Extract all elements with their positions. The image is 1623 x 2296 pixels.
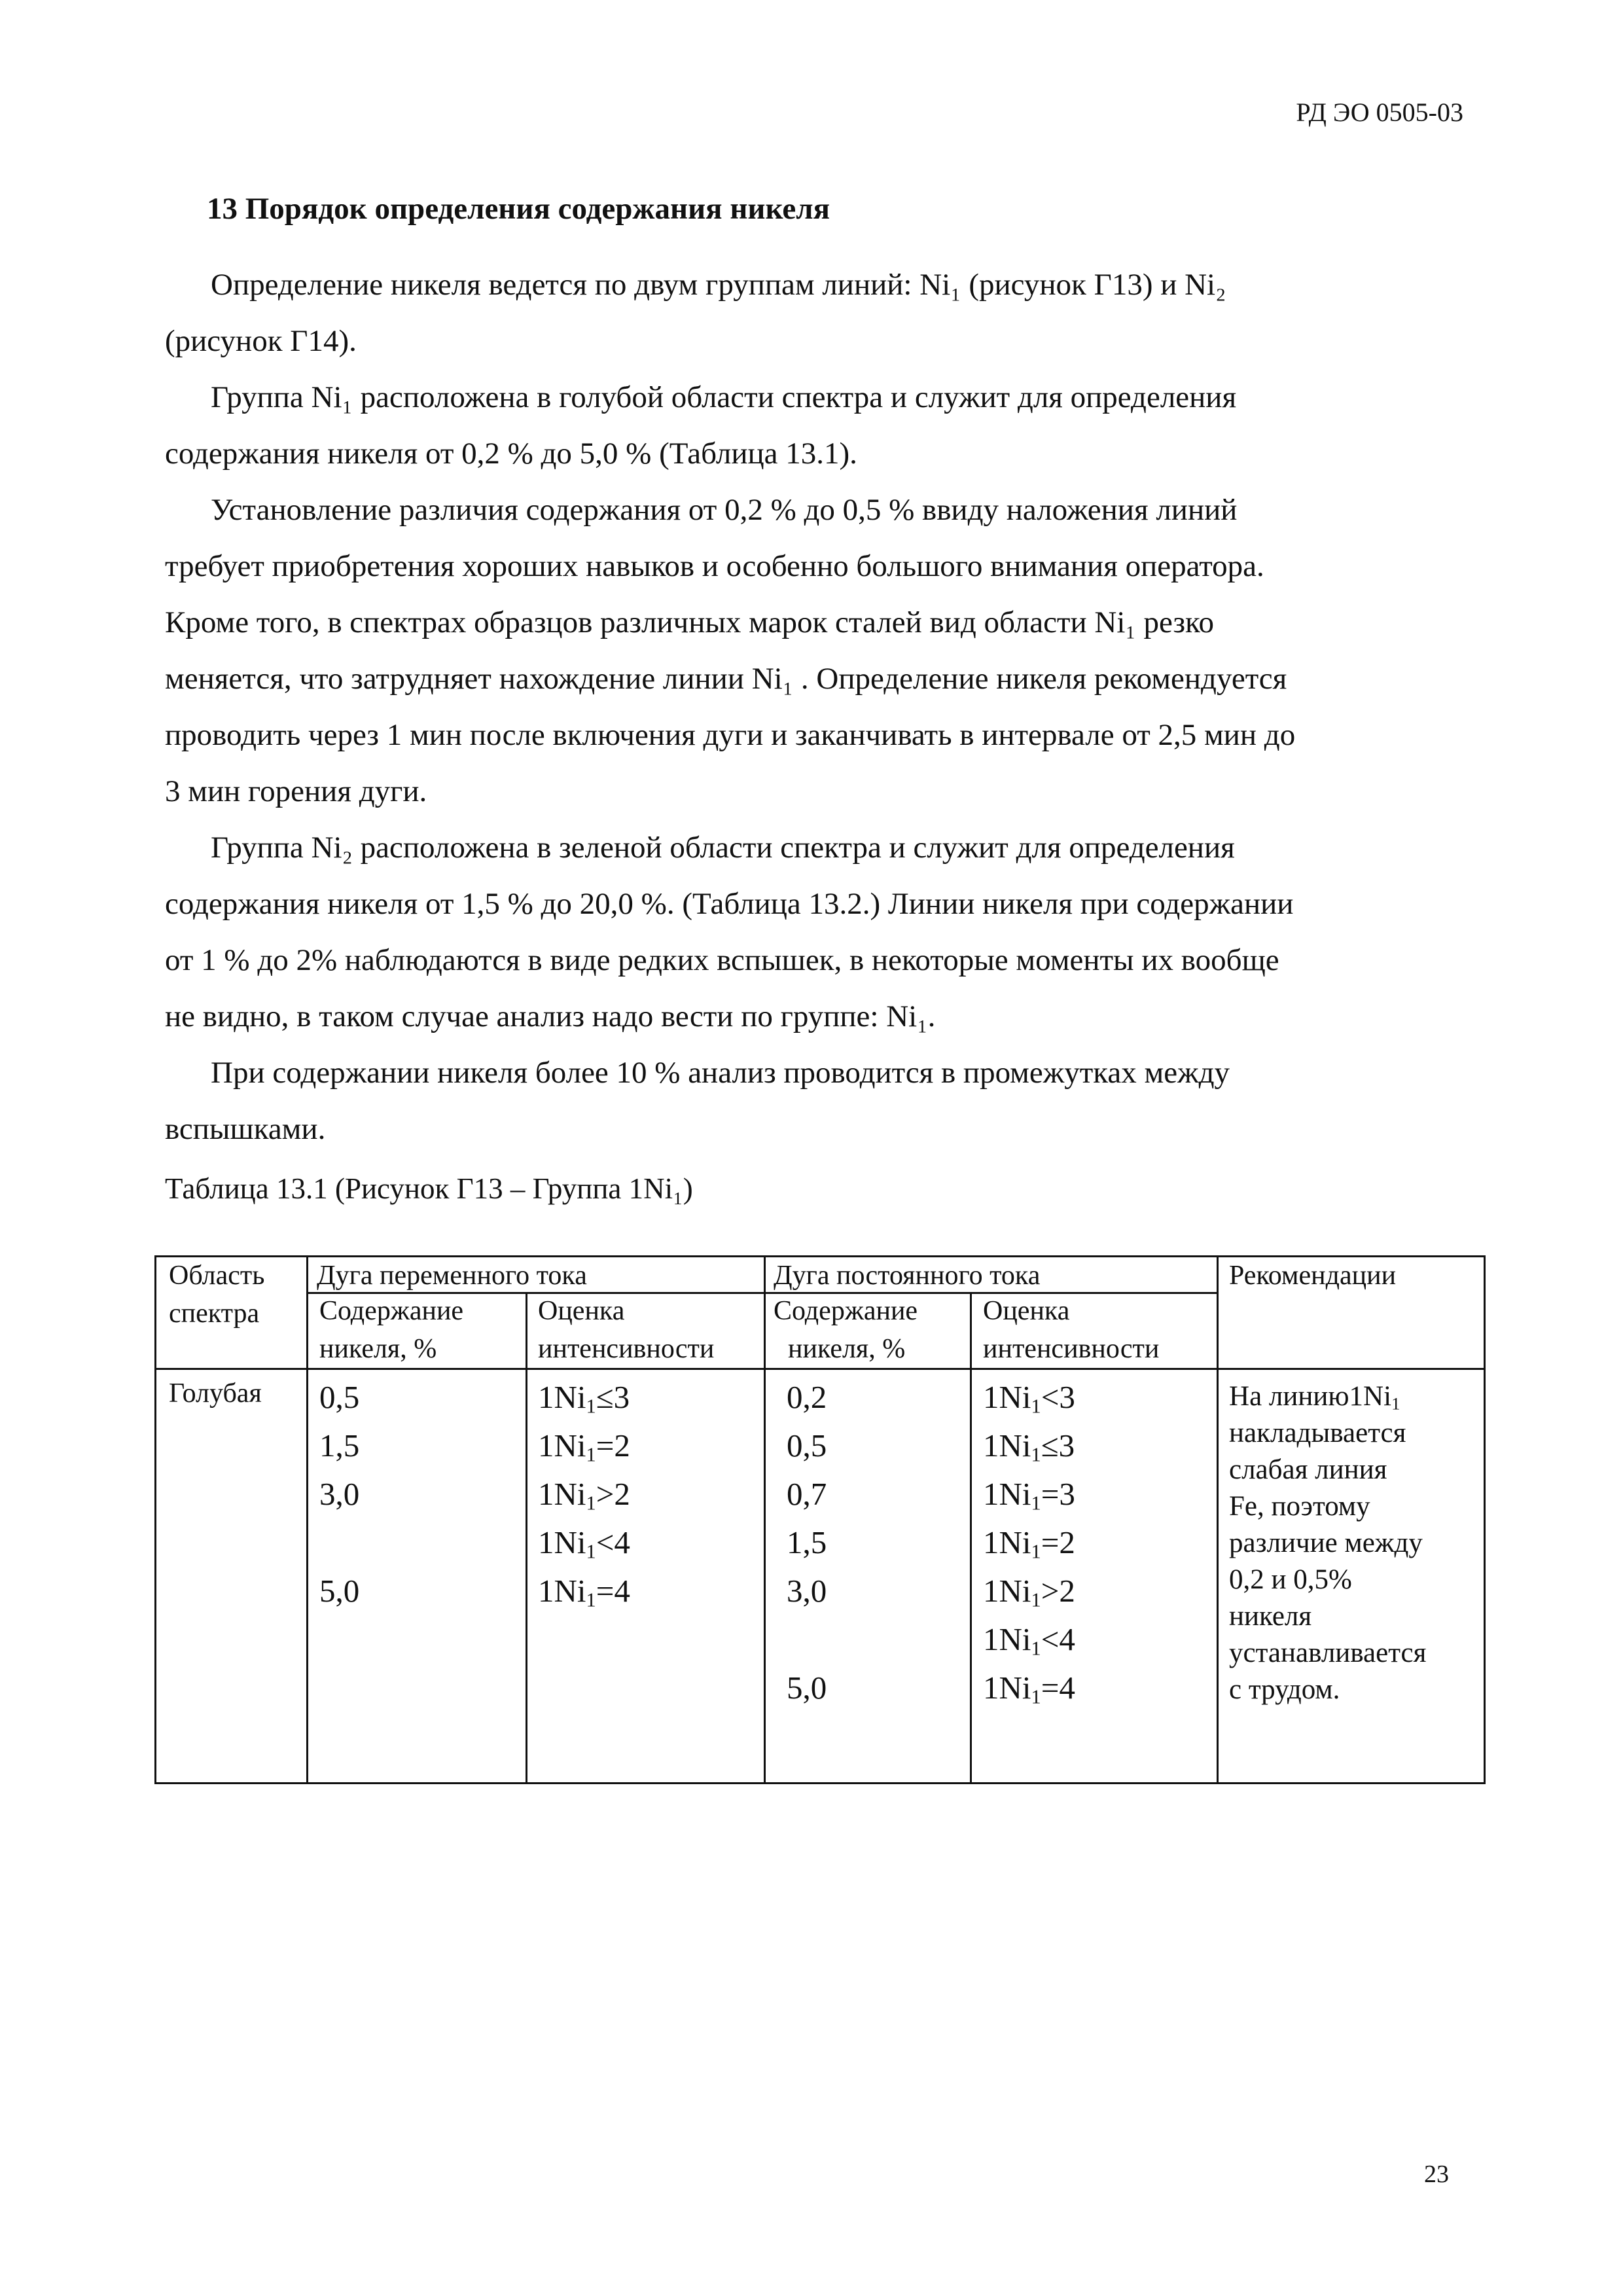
page-number: 23 [1424, 2161, 1449, 2188]
header-dc-intensity-line2: интенсивности [983, 1334, 1160, 1364]
body-line: содержания никеля от 0,2 % до 5,0 % (Таблица 13.1). [165, 437, 857, 471]
header-dc-content-line1: Содержание [774, 1296, 918, 1326]
recommendation-line: На $линию1Ni_1$ [1229, 1381, 1400, 1414]
ac-intensity-cell: $1Ni_1=2$ [538, 1427, 630, 1466]
document-code: РД ЭО 0505-03 [1296, 98, 1463, 127]
recommendation-line: Fe, поэтому [1229, 1491, 1370, 1522]
header-ac-intensity-line2: интенсивности [538, 1334, 715, 1364]
header-region-line1: Область [169, 1261, 265, 1291]
col-divider [306, 1255, 308, 1784]
header-dc-intensity-line1: Оценка [983, 1296, 1070, 1326]
body-line: Группа Ni₁ расположена в голубой области спектра и служит для определения [211, 380, 1237, 414]
ac-content-cell: 0,5 [319, 1379, 360, 1415]
col-divider [764, 1255, 766, 1784]
dc-intensity-cell: $1Ni_1=3$ [983, 1476, 1075, 1515]
dc-intensity-cell: $1Ni_1=2$ [983, 1524, 1075, 1563]
table-border-left [154, 1255, 156, 1784]
col-divider [1217, 1255, 1219, 1784]
body-line: от 1 % до 2% наблюдаются в виде редких вспышек, в некоторые моменты их вообще [165, 943, 1279, 977]
body-line: требует приобретения хороших навыков и особенно большого внимания оператора. [165, 549, 1264, 583]
recommendation-line: слабая линия [1229, 1454, 1387, 1485]
section-heading: 13 Порядок определения содержания никеля [207, 192, 830, 226]
col-divider [526, 1292, 527, 1784]
ac-content-cell: 5,0 [319, 1573, 360, 1609]
nickel-table [154, 1255, 1486, 1784]
region-value: Голубая [169, 1378, 262, 1408]
ac-content-cell: 3,0 [319, 1476, 360, 1512]
header-recommendations: Рекомендации [1229, 1261, 1397, 1291]
header-ac-content-line2: никеля, % [319, 1334, 437, 1364]
dc-content-cell: 5,0 [787, 1670, 827, 1706]
dc-content-cell: 0,2 [787, 1379, 827, 1415]
body-line: Определение никеля ведется по двум группам линий: Ni₁ (рисунок Г13) и Ni₂ [211, 268, 1226, 302]
recommendation-line: 0,2 и 0,5% [1229, 1564, 1352, 1595]
body-line: При содержании никеля более 10 % анализ проводится в промежутках между [211, 1056, 1230, 1090]
ac-intensity-cell: $1Ni_1<4$ [538, 1524, 630, 1563]
dc-content-cell: 3,0 [787, 1573, 827, 1609]
body-line: проводить через 1 мин после включения дуги и заканчивать в интервале от 2,5 мин до [165, 718, 1296, 752]
dc-intensity-cell: $1Ni_1<4$ [983, 1621, 1075, 1660]
col-divider [970, 1292, 972, 1784]
ac-intensity-cell: $1Ni_1=4$ [538, 1573, 630, 1611]
dc-intensity-cell: $1Ni_1=4$ [983, 1670, 1075, 1708]
table-border-bottom [154, 1782, 1486, 1784]
body-line: не видно, в таком случае анализ надо вести по группе: Ni₁. [165, 999, 936, 1033]
header-dc-content-line2: никеля, % [788, 1334, 906, 1364]
dc-intensity-cell: $1Ni_1<3$ [983, 1379, 1075, 1418]
body-line: 3 мин горения дуги. [165, 774, 427, 808]
dc-content-cell: 0,5 [787, 1427, 827, 1463]
recommendation-line: накладывается [1229, 1418, 1406, 1448]
recommendation-line: различие между [1229, 1528, 1423, 1558]
table-caption: Таблица 13.1 (Рисунок Г13 – Группа 1Ni₁) [165, 1172, 693, 1205]
dc-intensity-cell: $1Ni_1>2$ [983, 1573, 1075, 1611]
body-line: Установление различия содержания от 0,2 % до 0,5 % ввиду наложения линий [211, 493, 1238, 527]
ac-content-cell: 1,5 [319, 1427, 360, 1463]
body-line: Кроме того, в спектрах образцов различных марок сталей вид области Ni₁ резко [165, 605, 1214, 639]
header-region-line2: спектра [169, 1299, 260, 1329]
body-line: Группа Ni₂ расположена в зеленой области спектра и служит для определения [211, 831, 1235, 865]
dc-content-cell: 0,7 [787, 1476, 827, 1512]
body-line: (рисунок Г14). [165, 324, 357, 358]
recommendation-line: устанавливается [1229, 1638, 1427, 1668]
ac-intensity-cell: $1Ni_1\le 3$ [538, 1379, 630, 1418]
recommendation-line: с трудом. [1229, 1674, 1340, 1705]
recommendation-line: никеля [1229, 1601, 1312, 1632]
header-dc-arc: Дуга постоянного тока [774, 1261, 1041, 1291]
dc-content-cell: 1,5 [787, 1524, 827, 1560]
body-line: меняется, что затрудняет нахождение линии Ni₁ . Определение никеля рекомендуется [165, 662, 1287, 696]
ac-intensity-cell: $1Ni_1>2$ [538, 1476, 630, 1515]
dc-intensity-cell: $1Ni_1\le 3$ [983, 1427, 1075, 1466]
table-border-right [1484, 1255, 1486, 1784]
header-ac-arc: Дуга переменного тока [317, 1261, 587, 1291]
header-ac-content-line1: Содержание [319, 1296, 464, 1326]
header-ac-intensity-line1: Оценка [538, 1296, 625, 1326]
body-line: вспышками. [165, 1112, 326, 1146]
body-line: содержания никеля от 1,5 % до 20,0 %. (Таблица 13.2.) Линии никеля при содержании [165, 887, 1294, 921]
